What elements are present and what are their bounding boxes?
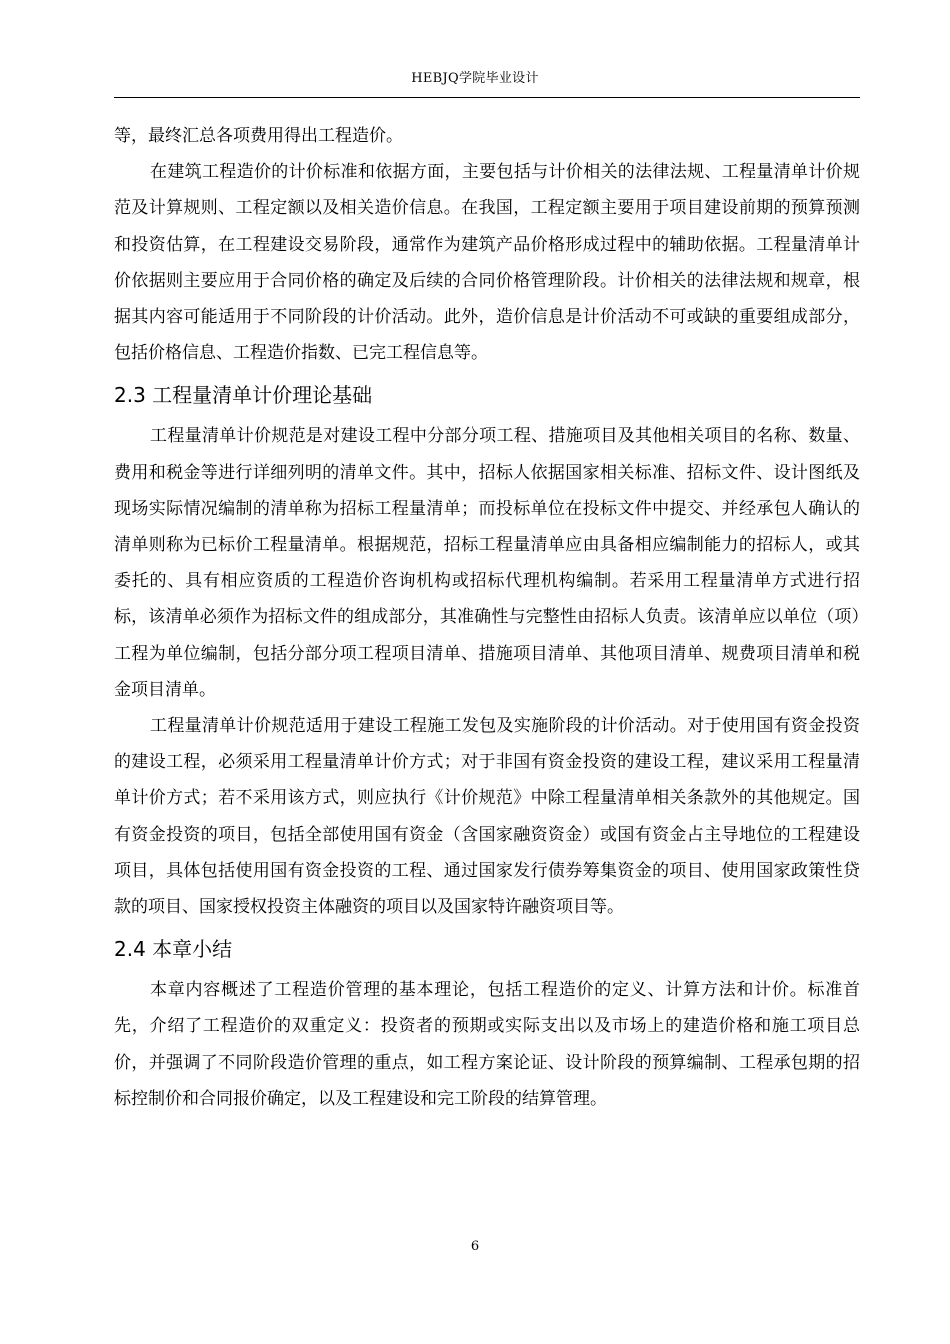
paragraph-bill-of-quantities: 工程量清单计价规范是对建设工程中分部分项工程、措施项目及其他相关项目的名称、数量、费用和税金等进行详细列明的清单文件。其中，招标人依据国家相关标准、招标文件、设计图纸及现场实际情况编制的清单称为招标工程量清单；而投标单位在投标文件中提交、并经承包人确认的清单则称为已标价工程量清单。根据规范，招标工程量清单应由具备相应编制能力的招标人，或其委托的、具有相应资质的工程造价咨询机构或招标代理机构编制。若采用工程量清单方式进行招标，该清单必须作为招标文件的组成部分，其准确性与完整性由招标人负责。该清单应以单位（项）工程为单位编制，包括分部分项工程项目清单、措施项目清单、其他项目清单、规费项目清单和税金项目清单。	[114, 426, 860, 700]
paragraph-pricing-basis: 在建筑工程造价的计价标准和依据方面，主要包括与计价相关的法律法规、工程量清单计价规范及计算规则、工程定额以及相关造价信息。在我国，工程定额主要用于项目建设前期的预算预测和投资估算，在工程建设交易阶段，通常作为建筑产品价格形成过程中的辅助依据。工程量清单计价依据则主要应用于合同价格的确定及后续的合同价格管理阶段。计价相关的法律法规和规章，根据其内容可能适用于不同阶段的计价活动。此外，造价信息是计价活动不可或缺的重要组成部分，包括价格信息、工程造价指数、已完工程信息等。	[114, 162, 860, 364]
page-number: 6	[470, 1239, 480, 1254]
paragraph-scope-of-application: 工程量清单计价规范适用于建设工程施工发包及实施阶段的计价活动。对于使用国有资金投资的建设工程，必须采用工程量清单计价方式；对于非国有资金投资的建设工程，建议采用工程量清单计价方式；若不采用该方式，则应执行《计价规范》中除工程量清单相关条款外的其他规定。国有资金投资的项目，包括全部使用国有资金（含国家融资资金）或国有资金占主导地位的工程建设项目，具体包括使用国有资金投资的工程、通过国家发行债券筹集资金的项目、使用国家政策性贷款的项目、国家授权投资主体融资的项目以及国家特许融资项目等。	[114, 716, 860, 918]
page-body	[114, 118, 860, 1117]
running-header: HEBJQ学院毕业设计	[411, 71, 539, 86]
paragraph-chapter-summary: 本章内容概述了工程造价管理的基本理论，包括工程造价的定义、计算方法和计价。标准首先，介绍了工程造价的双重定义：投资者的预期或实际支出以及市场上的建造价格和施工项目总价，并强调了不同阶段造价管理的重点，如工程方案论证、设计阶段的预算编制、工程承包期的招标控制价和合同报价确定，以及工程建设和完工阶段的结算管理。	[114, 980, 860, 1109]
paragraph-continuation: 等，最终汇总各项费用得出工程造价。	[114, 126, 403, 146]
header-rule	[114, 97, 860, 98]
section-heading-2-3: 2.3 工程量清单计价理论基础	[114, 383, 373, 408]
section-heading-2-4: 2.4 本章小结	[114, 937, 233, 962]
